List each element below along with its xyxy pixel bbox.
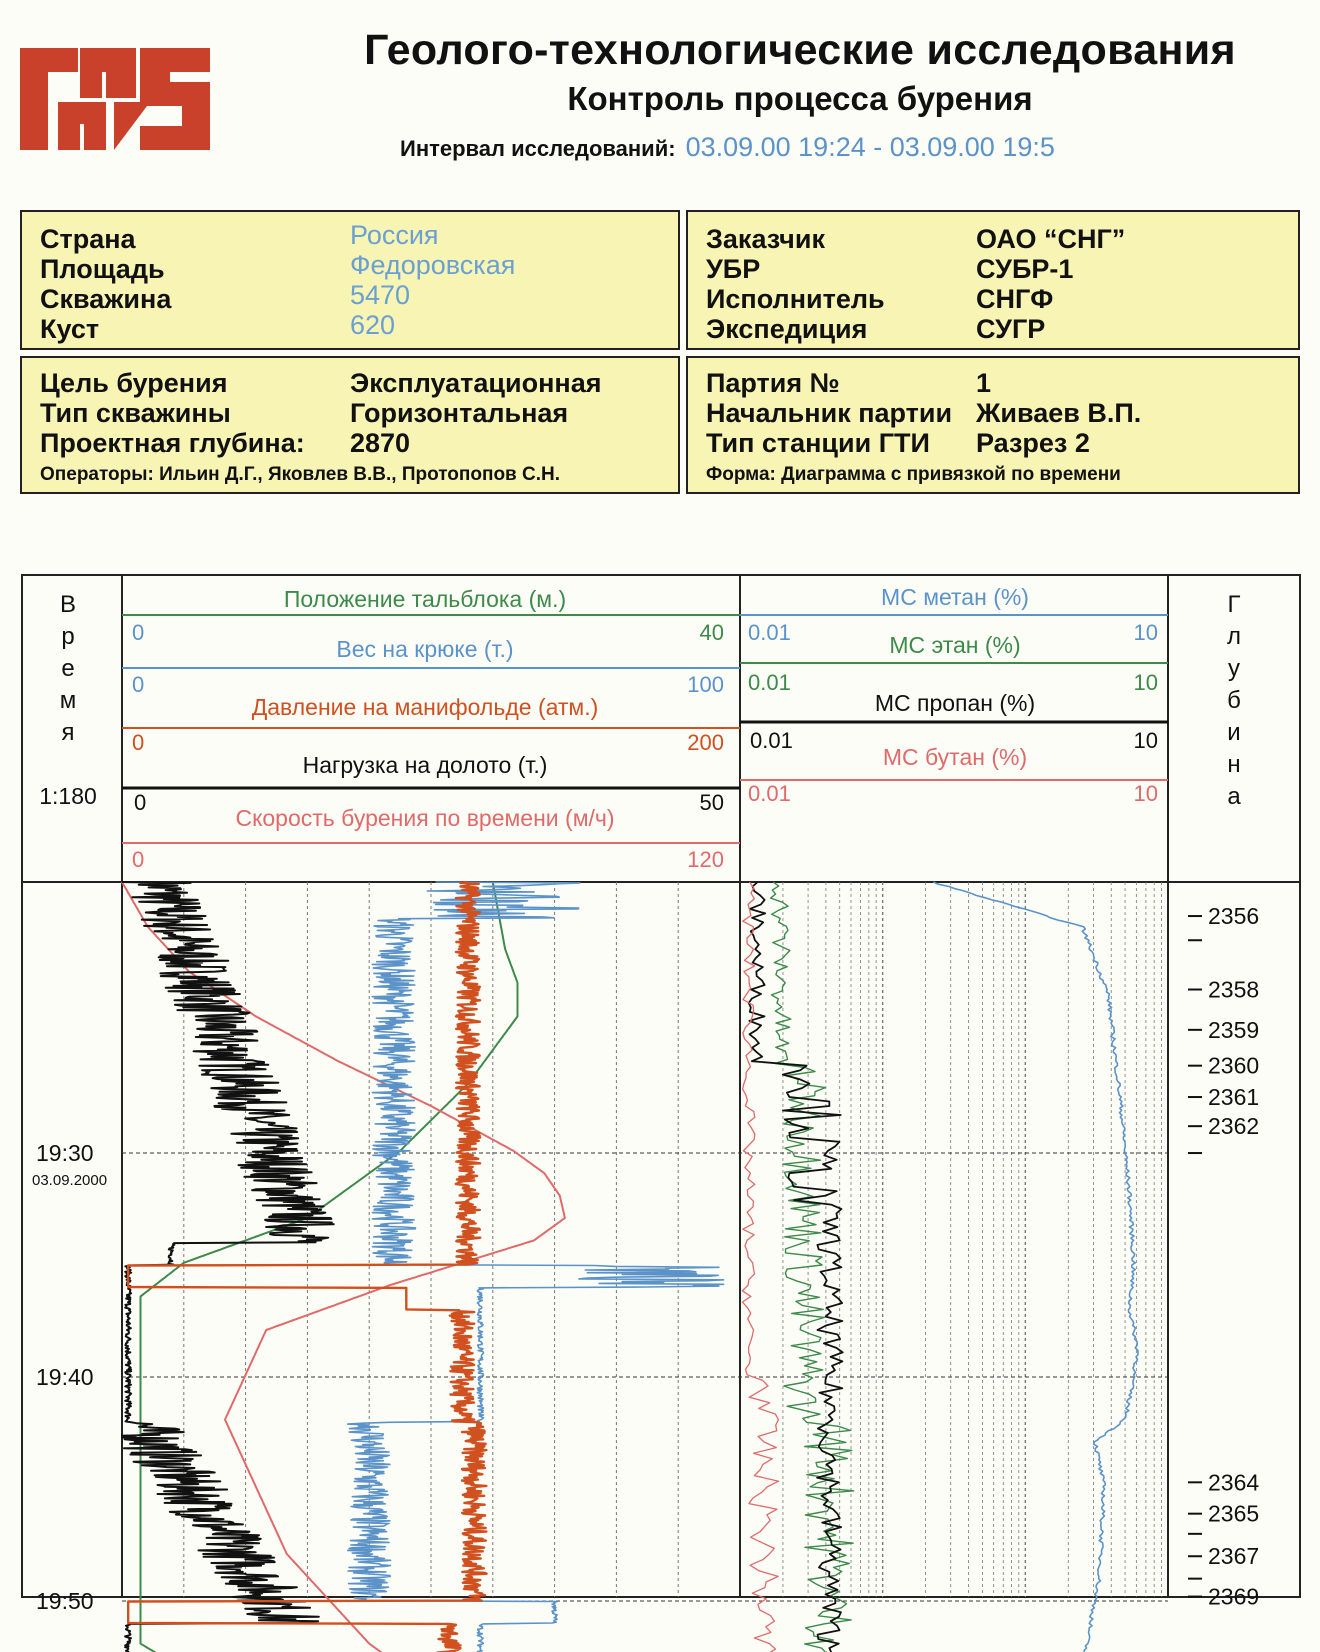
label-ubr: УБР xyxy=(706,254,761,284)
depth-tick-label: 2369 xyxy=(1208,1583,1260,1610)
info-box-party xyxy=(686,356,1300,494)
series-methane xyxy=(933,882,1138,1652)
header-hook-load-max: 40 xyxy=(699,620,724,645)
value-well-type: Горизонтальная xyxy=(350,398,569,428)
header-propane-min: 0.01 xyxy=(748,670,791,695)
depth-letter-6: н xyxy=(1227,751,1241,778)
depth-letter-2: л xyxy=(1226,623,1242,650)
header-pressure: Давление на манифольде (атм.) xyxy=(251,694,599,720)
time-letter-1: В xyxy=(59,591,77,618)
interval-value: 03.09.00 19:24 - 03.09.00 19:5 xyxy=(685,132,1055,162)
time-letter-4: м xyxy=(59,687,77,714)
page-subtitle: Контроль процесса бурения xyxy=(567,80,1033,117)
header-pressure-min: 0 xyxy=(132,672,145,697)
value-design-depth: 2870 xyxy=(350,428,411,458)
label-goal: Цель бурения xyxy=(40,368,228,398)
value-party-chief: Живаев В.П. xyxy=(976,398,1142,428)
depth-tick-label: 2359 xyxy=(1208,1016,1260,1043)
header-propane: МС пропан (%) xyxy=(874,690,1036,716)
depth-tick-label: 2358 xyxy=(1208,976,1260,1003)
value-pad: 620 xyxy=(350,310,396,340)
header-rop-scale-max: 120 xyxy=(687,847,724,872)
header-bit-load: Нагрузка на долото (т.) xyxy=(302,752,548,778)
label-design-depth: Проектная глубина: xyxy=(40,428,305,458)
header-bit-load-min: 0 xyxy=(132,730,145,755)
value-country: Россия xyxy=(350,220,439,250)
header-propane-max: 10 xyxy=(1133,670,1158,695)
depth-tick-label: 2356 xyxy=(1208,903,1260,930)
label-well-type: Тип скважины xyxy=(40,398,231,428)
time-letter-5: я xyxy=(61,719,75,746)
value-party: 1 xyxy=(976,368,992,398)
depth-letter-3: у xyxy=(1228,655,1240,682)
info-box-customer xyxy=(686,210,1300,350)
header-rop: Скорость бурения по времени (м/ч) xyxy=(235,805,615,831)
interval-line xyxy=(400,132,1055,163)
header-rop-max: 50 xyxy=(699,790,724,815)
depth-letter-1: Г xyxy=(1227,591,1241,618)
header-hook-load: Вес на крюке (т.) xyxy=(336,636,514,662)
label-pad: Куст xyxy=(40,314,100,344)
label-well: Скважина xyxy=(40,284,172,314)
header-methane: МС метан (%) xyxy=(881,584,1029,610)
label-area: Площадь xyxy=(40,254,165,284)
company-logo xyxy=(18,40,213,155)
label-country: Страна xyxy=(40,224,136,254)
depth-tick-label: 2367 xyxy=(1208,1543,1260,1570)
depth-letter-4: б xyxy=(1227,687,1241,714)
info-box-drilling xyxy=(20,356,680,494)
value-station-type: Разрез 2 xyxy=(976,428,1090,458)
operators-line: Операторы: Ильин Д.Г., Яковлев В.В., Протопопов С.Н. xyxy=(40,464,561,485)
info-box-well xyxy=(20,210,680,350)
header-ethane: МС этан (%) xyxy=(889,632,1021,658)
depth-tick-label: 2361 xyxy=(1208,1084,1260,1111)
time-tick-label: 19:50 xyxy=(36,1588,94,1615)
value-goal: Эксплуатационная xyxy=(350,368,602,398)
time-date-label: 03.09.2000 xyxy=(32,1172,108,1190)
label-customer: Заказчик xyxy=(706,224,825,254)
depth-tick-label: 2364 xyxy=(1208,1469,1260,1496)
value-area: Федоровская xyxy=(350,250,516,280)
header-hook-load-min: 0 xyxy=(132,620,145,645)
header-ethane-max: 10 xyxy=(1133,620,1158,645)
depth-letter-5: и xyxy=(1227,719,1241,746)
time-letter-2: р xyxy=(61,623,75,650)
series-propane xyxy=(749,882,843,1652)
label-party: Партия № xyxy=(706,368,840,398)
drilling-log-chart xyxy=(0,560,1320,1652)
value-contractor: СНГФ xyxy=(976,284,1054,314)
header-block-position: Положение тальблока (м.) xyxy=(283,586,567,612)
interval-label: Интервал исследований: xyxy=(400,136,676,161)
time-letter-3: е xyxy=(61,655,75,682)
time-tick-label: 19:40 xyxy=(36,1364,94,1391)
series-hook-load xyxy=(348,882,724,1652)
label-contractor: Исполнитель xyxy=(706,284,885,314)
header-rop-scale-min: 0 xyxy=(132,847,145,872)
header-rop-min: 0 xyxy=(134,790,147,815)
header-ethane-min: 0.01 xyxy=(748,620,791,645)
label-party-chief: Начальник партии xyxy=(706,398,953,428)
header-butane-min: 0.01 xyxy=(750,728,793,753)
depth-tick-label: 2360 xyxy=(1208,1052,1260,1079)
series-butane xyxy=(742,882,778,1652)
value-ubr: СУБР-1 xyxy=(976,254,1074,284)
time-scale: 1:180 xyxy=(39,783,97,809)
depth-tick-label: 2365 xyxy=(1208,1500,1260,1527)
page-title: Геолого-технологические исследования xyxy=(364,26,1236,74)
header-butane-max: 10 xyxy=(1133,728,1158,753)
value-well: 5470 xyxy=(350,280,411,310)
label-station-type: Тип станции ГТИ xyxy=(706,428,930,458)
label-expedition: Экспедиция xyxy=(706,314,868,344)
header-gas-scale-max: 10 xyxy=(1133,781,1158,806)
header-pressure-max: 100 xyxy=(687,672,724,697)
form-line: Форма: Диаграмма с привязкой по времени xyxy=(706,464,1121,485)
depth-tick-label: 2362 xyxy=(1208,1113,1260,1140)
depth-letter-7: а xyxy=(1227,783,1241,810)
header-butane: МС бутан (%) xyxy=(882,744,1028,770)
time-tick-label: 19:30 xyxy=(36,1140,94,1167)
header-bit-load-max: 200 xyxy=(687,730,724,755)
value-expedition: СУГР xyxy=(976,314,1046,344)
header-gas-scale-min: 0.01 xyxy=(748,781,791,806)
value-customer: ОАО “СНГ” xyxy=(976,224,1126,254)
